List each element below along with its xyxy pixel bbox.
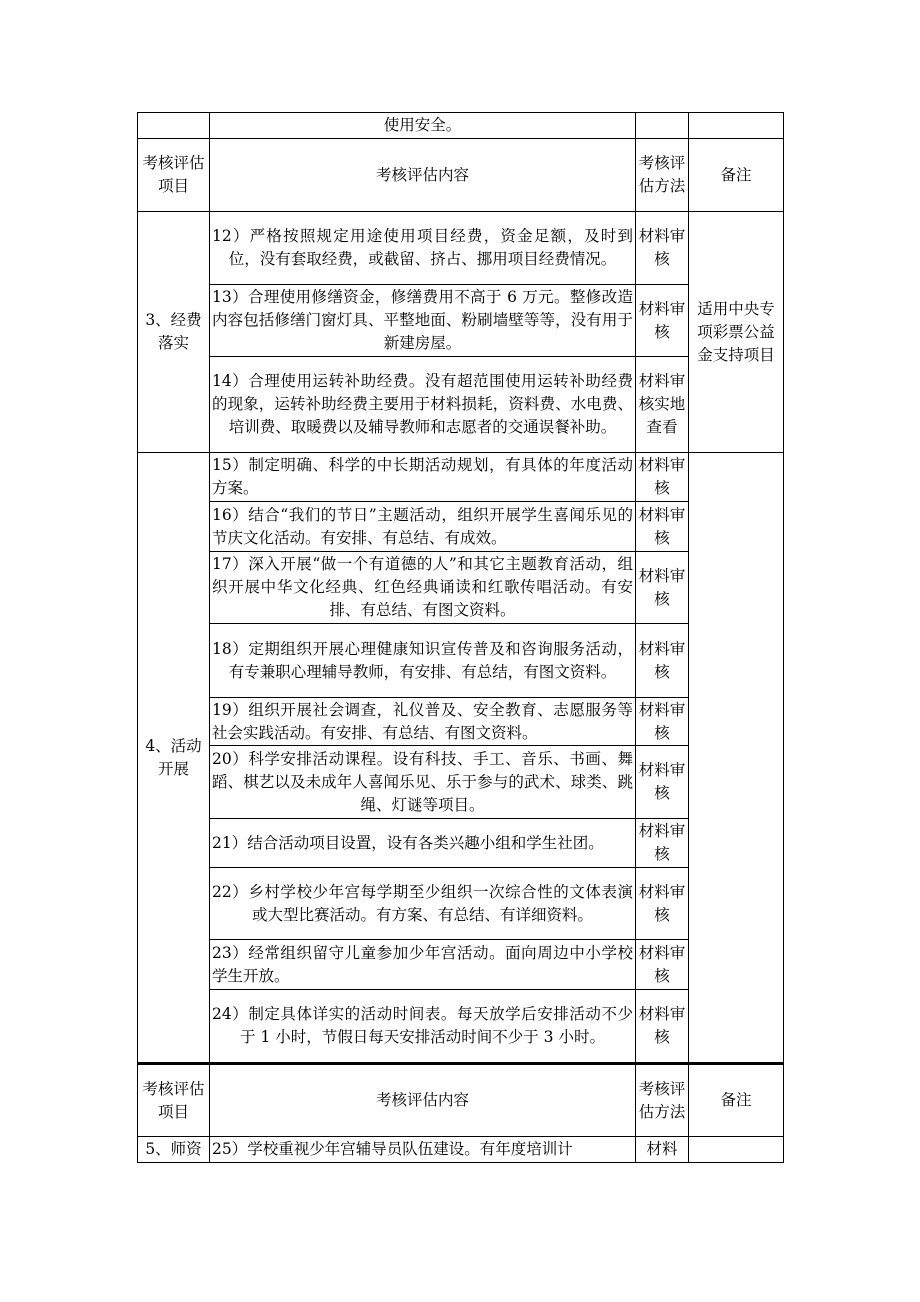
content-cell: 21）结合活动项目设置，设有各类兴趣小组和学生社团。 [210, 819, 636, 868]
content-cell: 17）深入开展“做一个有道德的人”和其它主题教育活动，组织开展中华文化经典、红色经典诵读和红歌传唱活动。有安排、有总结、有图文资料。 [210, 552, 636, 624]
content-cell: 23）经常组织留守儿童参加少年宫活动。面向周边中小学校学生开放。 [210, 940, 636, 990]
header-item: 考核评估项目 [138, 139, 210, 212]
table-row [138, 1137, 784, 1163]
content-cell: 19）组织开展社会调查，礼仪普及、安全教育、志愿服务等社会实践活动。有安排、有总结、有图文资料。 [210, 698, 636, 746]
table-row [138, 746, 784, 819]
content-cell: 12）严格按照规定用途使用项目经费，资金足额，及时到位，没有套取经费，或截留、挤占、挪用项目经费情况。 [210, 212, 636, 285]
content-cell: 15）制定明确、科学的中长期活动规划，有具体的年度活动方案。 [210, 453, 636, 502]
remark-cell [689, 1137, 784, 1163]
table-row [138, 552, 784, 624]
content-cell: 20）科学安排活动课程。设有科技、手工、音乐、书画、舞蹈、棋艺以及未成年人喜闻乐见、乐于参与的武术、球类、跳绳、灯谜等项目。 [210, 746, 636, 819]
method-cell: 材料审核 [636, 990, 689, 1064]
remark-cell: 适用中央专项彩票公益金支持项目 [689, 212, 784, 453]
header-row [138, 1064, 784, 1137]
table-row [138, 502, 784, 552]
table-row [138, 990, 784, 1064]
method-cell: 材料审核 [636, 502, 689, 552]
content-cell: 16）结合“我们的节日”主题活动，组织开展学生喜闻乐见的节庆文化活动。有安排、有总结、有成效。 [210, 502, 636, 552]
remark-cell [689, 113, 784, 139]
category-cell: 5、师资 [138, 1137, 210, 1163]
evaluation-table [137, 112, 784, 1163]
method-cell: 材料审核 [636, 868, 689, 940]
table-row [138, 819, 784, 868]
table-row [138, 868, 784, 940]
item-cell [138, 113, 210, 139]
method-cell: 材料审核 [636, 698, 689, 746]
table-row [138, 285, 784, 357]
header-remark: 备注 [689, 1064, 784, 1137]
category-cell: 4、活动开展 [138, 453, 210, 1064]
content-cell: 25）学校重视少年宫辅导员队伍建设。有年度培训计 [210, 1137, 636, 1163]
header-item: 考核评估项目 [138, 1064, 210, 1137]
content-cell: 13）合理使用修缮资金，修缮费用不高于 6 万元。整修改造内容包括修缮门窗灯具、平整地面、粉刷墙壁等等，没有用于新建房屋。 [210, 285, 636, 357]
table-row [138, 453, 784, 502]
header-row [138, 139, 784, 212]
method-cell: 材料审核 [636, 819, 689, 868]
method-cell: 材料审核 [636, 453, 689, 502]
header-method: 考核评估方法 [636, 139, 689, 212]
method-cell: 材料审核 [636, 940, 689, 990]
content-cell: 使用安全。 [210, 113, 636, 139]
method-cell: 材料 [636, 1137, 689, 1163]
table-row [138, 212, 784, 285]
method-cell: 材料审核 [636, 746, 689, 819]
header-method: 考核评估方法 [636, 1064, 689, 1137]
table-row [138, 940, 784, 990]
method-cell: 材料审核 [636, 212, 689, 285]
content-cell: 22）乡村学校少年宫每学期至少组织一次综合性的文体表演或大型比赛活动。有方案、有总结、有详细资料。 [210, 868, 636, 940]
content-cell: 24）制定具体详实的活动时间表。每天放学后安排活动不少于 1 小时，节假日每天安排活动时间不少于 3 小时。 [210, 990, 636, 1064]
method-cell: 材料审核 [636, 624, 689, 698]
content-cell: 14）合理使用运转补助经费。没有超范围使用运转补助经费的现象，运转补助经费主要用于材料损耗，资料费、水电费、培训费、取暖费以及辅导教师和志愿者的交通误餐补助。 [210, 357, 636, 453]
content-cell: 18）定期组织开展心理健康知识宣传普及和咨询服务活动，有专兼职心理辅导教师，有安排、有总结，有图文资料。 [210, 624, 636, 698]
method-cell: 材料审核 [636, 552, 689, 624]
method-cell [636, 113, 689, 139]
table-row [138, 113, 784, 139]
category-cell: 3、经费落实 [138, 212, 210, 453]
header-remark: 备注 [689, 139, 784, 212]
table-row [138, 357, 784, 453]
table-row [138, 698, 784, 746]
header-content: 考核评估内容 [210, 139, 636, 212]
table-row [138, 624, 784, 698]
method-cell: 材料审核 [636, 285, 689, 357]
header-content: 考核评估内容 [210, 1064, 636, 1137]
remark-cell [689, 453, 784, 1064]
method-cell: 材料审核实地查看 [636, 357, 689, 453]
